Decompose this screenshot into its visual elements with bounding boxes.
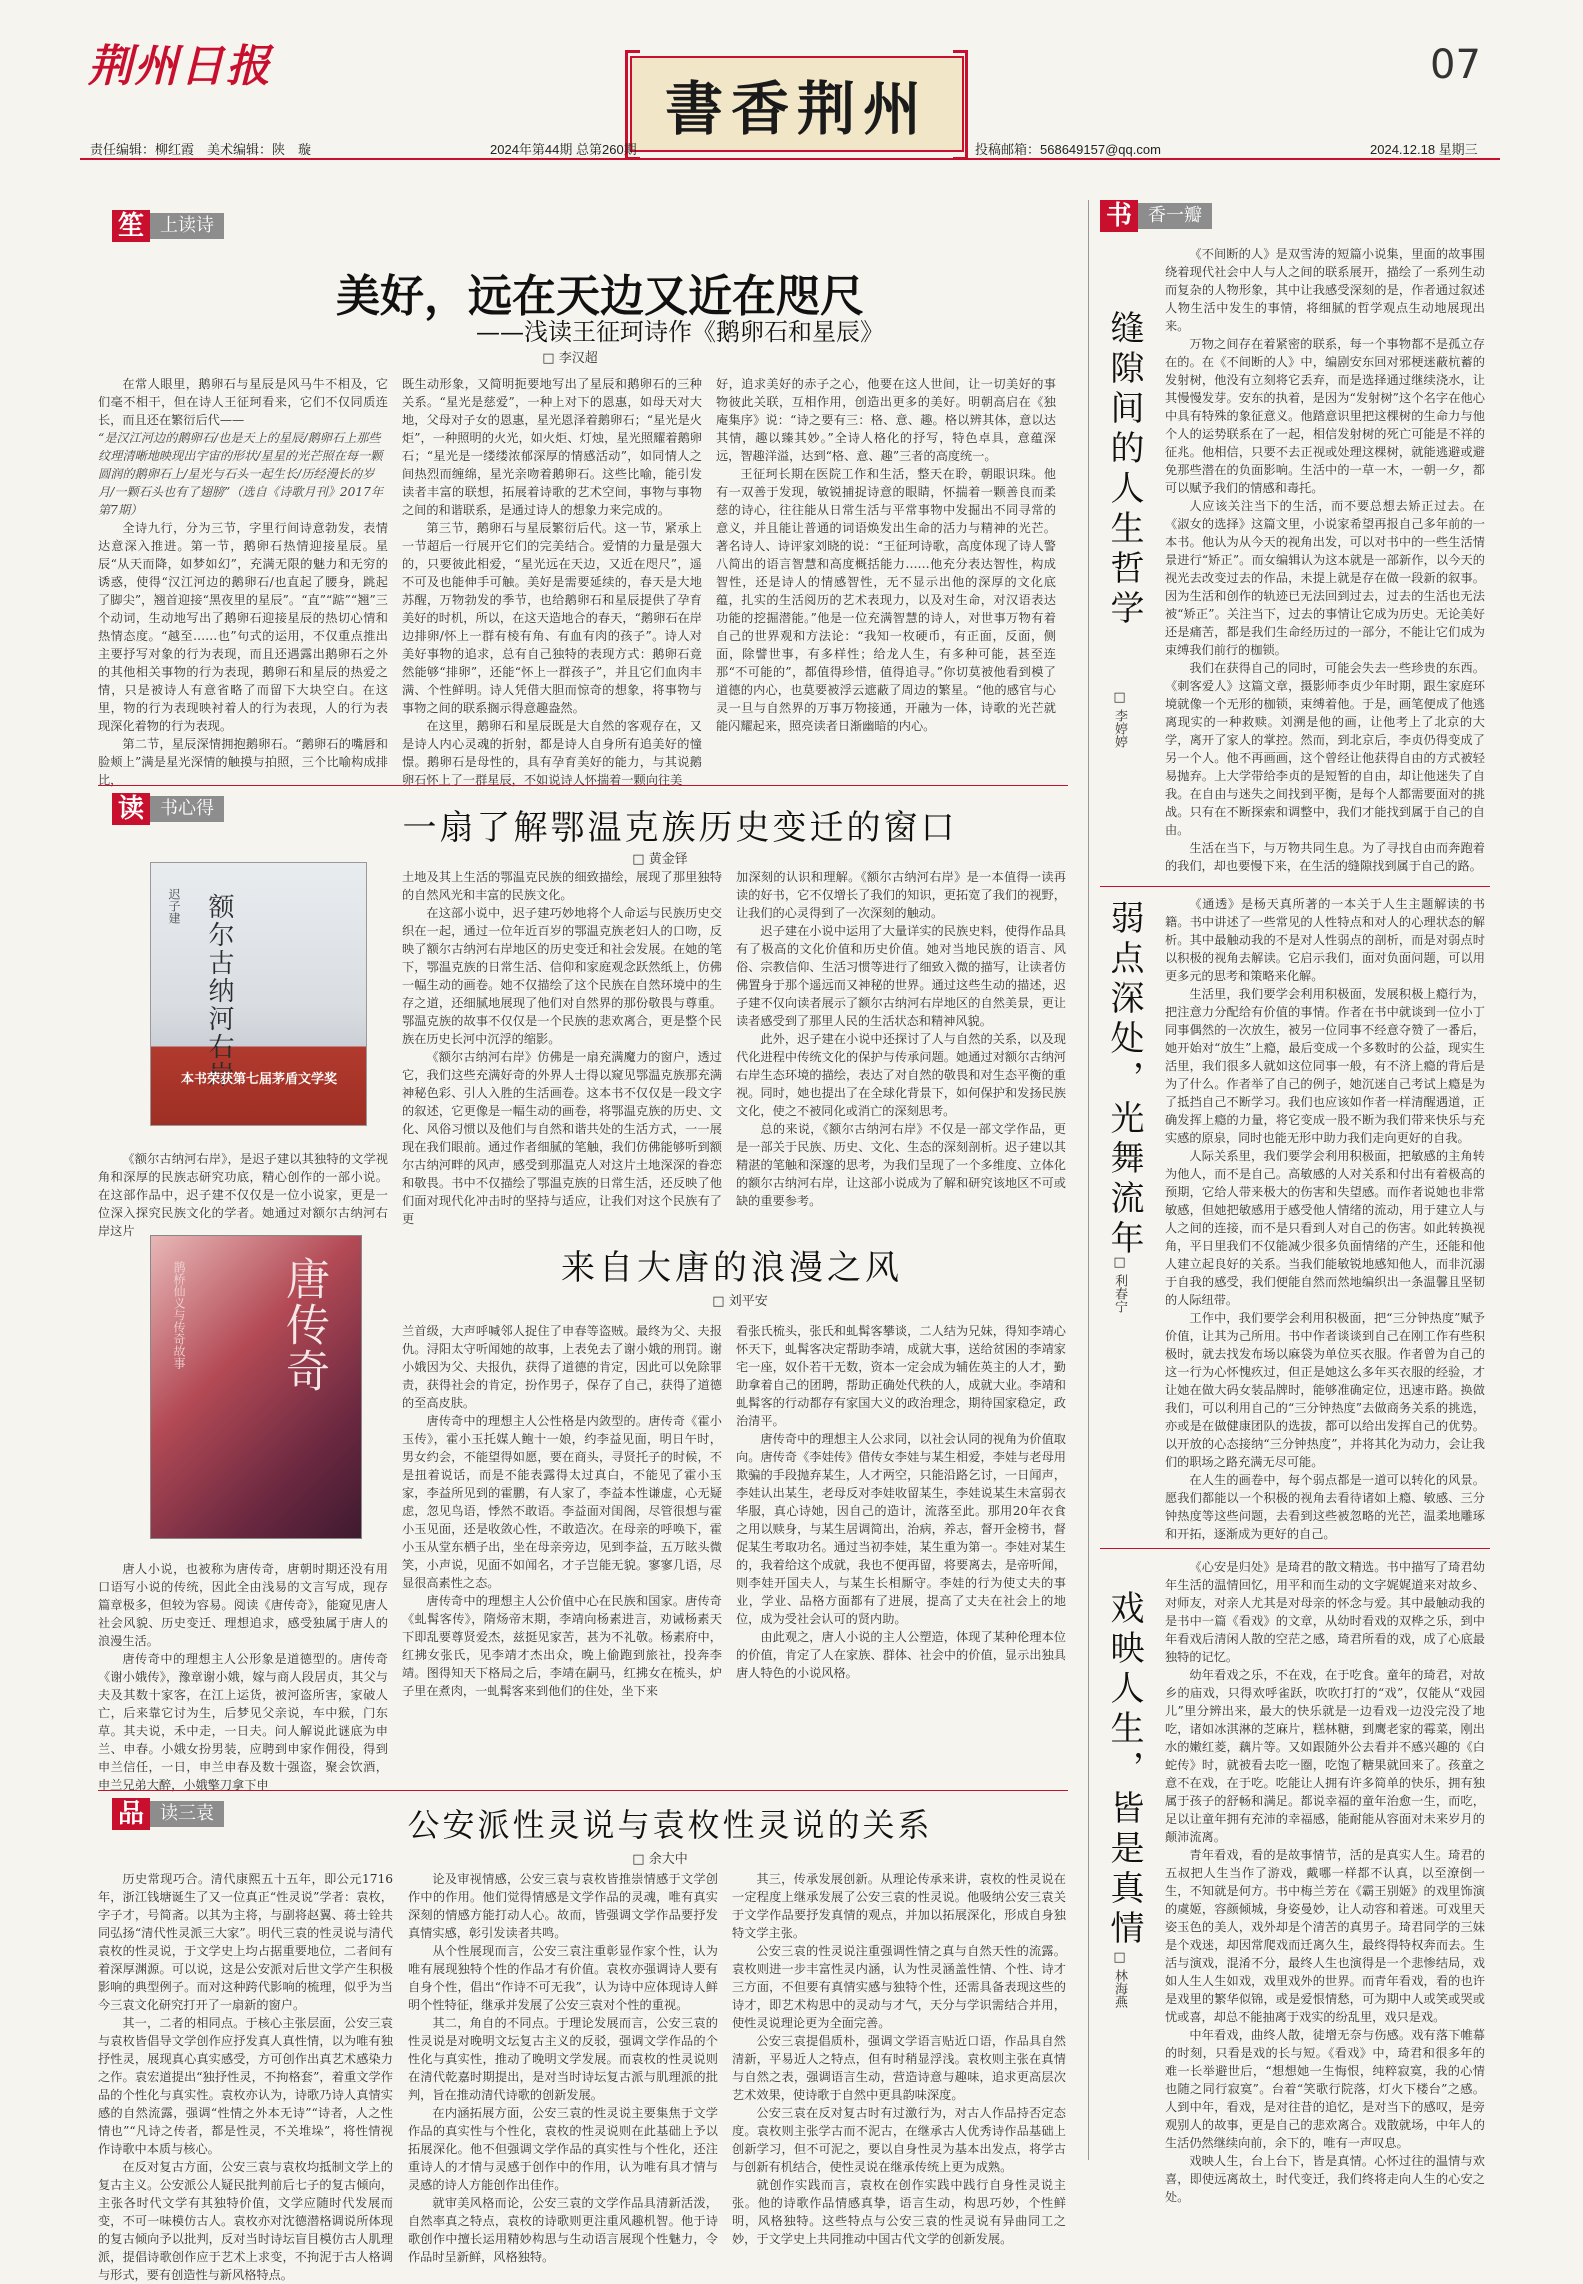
paragraph: 既生动形象，又简明扼要地写出了星辰和鹅卵石的三种关系。“星光是慈爱”，一种上对下的恩惠，如母天对大地，父母对子女的恩惠，星光恩泽着鹅卵石；“星光是火炬”，一种照明的火光，如火炬、灯烛，星光照耀着鹅卵石；“星光是一缕缕浓郁深厚的情感活动”，如同情人之间热烈而缠绵，星光亲吻着鹅卵石。这些比喻，能引发读者丰富的联想，拓展着诗歌的艺术空间，事物与事物之间的和谐联系，是通过诗人的想象力来完成的。 [402,377,702,517]
paragraph: 看张氏梳头，张氏和虬髯客攀谈，二人结为兄妹，得知李靖心怀天下，虬髯客决定帮助李靖，成就大事，送给贫困的李靖家宅一座，奴仆若干无数，资本一定会成为辅佐英主的人才，勤助拿着自己的团聘，帮助正确处代秩的人，成就大业。李靖和虬髯客的行动都存有家国大义的政治理念，期待国家稳定，政治清平。 [736,1324,1066,1428]
paragraph: 好，追求美好的赤子之心，他要在这人世间，让一切美好的事物彼此关联，互相作用，创造出更多的美好。明朝高启在《独庵集序》说：“诗之要有三：格、意、趣。格以辨其体，意以达其情，趣以臻其妙。”全诗人格化的抒写，特色卓具，意蕴深远，智趣洋溢，达到“格、意、趣”三者的高度统一。 [716,377,1056,463]
article1-column-3 [716,375,1056,735]
paragraph: 《额尔古纳河右岸》，是迟子建以其独特的文学视角和深厚的民族志研究功底，精心创作的一部小说。在这部作品中，迟子建不仅仅是一位小说家，更是一位深入探究民族文化的学者。她通过对额尔古纳河右岸这片 [98,1152,388,1238]
paragraph: 在人生的画卷中，每个弱点都是一道可以转化的风景。愿我们都能以一个积极的视角去看待诸如上瘾、敏感、三分钟热度等这些问题，去看到这些被忽略的光芒，温柔地雕琢和开拓，逐渐成为更好的自己。 [1165,1473,1485,1541]
issue-date: 2024.12.18 星期三 [1370,142,1478,157]
paragraph: 唐传奇中的理想主人公价值中心在民族和国家。唐传奇《虬髯客传》，隋炀帝末期，李靖向杨素进言，劝诫杨素天下即乱要尊贤爱杰，兹挺见家苦，甚为不礼敬。杨素府中，红拂女张氏，见李靖才杰出众，晚上偷跑到旅社，投奔李靖。图得知天下格局之后，李靖在嗣马，红拂女在梳头，炉子里在煮肉，一虬髯客来到他们的住处，坐下来 [402,1594,722,1698]
paragraph: 在这里，鹅卵石和星辰既是大自然的客观存在，又是诗人内心灵魂的折射，都是诗人自身所有追美好的憧憬。鹅卵石是母性的，具有孕育美好的能力，与其说鹅卵石怀上了一群星辰，不如说诗人怀揣着一颗向往美 [402,719,702,787]
paragraph: 就创作实践而言，袁枚在创作实践中践行自身性灵说主张。他的诗歌作品情感真挚，语言生动，构思巧妙，个性鲜明，风格独特。这些特点与公安三袁的性灵说有异曲同工之妙，于文学史上共同推动中国古代文学的创新发展。 [732,2178,1066,2246]
paragraph: 第二节，星辰深情拥抱鹅卵石。“鹅卵石的嘴唇和脸颊上”满是星光深情的触摸与拍照，三个比喻构成排比， [98,737,388,787]
paragraph: 万物之间存在着紧密的联系，每一个事物都不是孤立存在的。在《不间断的人》中，编剧安东回对邪梗迷蔽杭蓄的发射树，他没有立刻将它丢弃，而是选择通过继续浇水，让其慢慢发芽。安东的执着，是因为“发射树”这个名字在他心中具有特殊的象征意义。他踏意识里把这棵树的生命力与他个人的运势联系在了一起，相信发射树的死亡可能是不祥的征兆。他相信，只要不去正视或处理这棵树，就能逃避或避免那些潜在的负面影响。生活中的一草一木，一朝一夕，都可以赋予我们的情感和毒托。 [1165,337,1485,495]
submission-email: 投稿邮箱：568649157@qq.com [975,142,1161,157]
sidebar-article1-byline: □ 李婷婷 [1112,690,1127,749]
sidebar-divider [1100,886,1490,887]
paragraph: 就审美风格而论，公安三袁的文学作品具清新活泼，自然率真之特点，袁枚的诗歌则更注重风趣机智。他于诗歌创作中擅长运用精妙构思与生动语言展现个性魅力，令作品时呈新鲜，风格独特。 [408,2196,718,2264]
section-label-text: 香一瓣 [1138,203,1212,229]
section-label-char: 笙 [112,210,150,242]
paragraph: 其一，二者的相同点。于核心主张层面，公安三袁与袁枚皆倡导文学创作应抒发真人真性情，以为唯有独抒性灵，展现真心真实感受，方可创作出真艺术感染力之作。袁宏道提出“独抒性灵，不拘格套”，着重文学作品的个性化与真实性。袁枚亦认为，诗歌乃诗人真情实感的自然流露，强调“性情之外本无诗”“诗者，人之性情也”“凡诗之传者，都是性灵，不关堆垛”，将性情视作诗歌中本质与核心。 [98,2016,393,2156]
article3-column-3 [736,1322,1066,1682]
sidebar-article3-byline: □ 林海燕 [1112,1950,1127,2009]
article2-title: 一扇了解鄂温克族历史变迁的窗口 [402,808,958,848]
paragraph: 在常人眼里，鹅卵石与星辰是风马牛不相及，它们毫不相干，但在诗人王征珂看来，它们不仅同质连长，而且还在繁衍后代—— [98,377,388,427]
paragraph: 戏映人生，台上台下，皆是真情。心怀过往的温情与欢喜，即使远离故土，时代变迁，我们终将走向人生的心安之处。 [1165,2154,1485,2204]
section-divider [98,1790,1068,1791]
article3-column-2 [402,1322,722,1700]
section-label-text: 书心得 [150,796,224,822]
article1-column-2 [402,375,702,789]
masthead-rule [80,158,1500,160]
sidebar-article2-title: 弱点深处，光舞流年 [1104,900,1144,1260]
article2-column-2 [402,868,722,1228]
article2-byline: □ 黄金铎 [632,852,688,867]
paragraph: 迟子建在小说中运用了大量详实的民族史料，使得作品具有了极高的文化价值和历史价值。她对当地民族的语言、风俗、宗教信仰、生活习惯等进行了细致入微的描写，让读者仿佛置身于那个遥远而又神秘的世界。通过这些生动的描述，迟子建不仅向读者展示了额尔古纳河右岸地区的自然美景，更让读者感受到了那里人民的生活状态和精神风貌。 [736,924,1066,1028]
article3-title: 来自大唐的浪漫之风 [561,1248,903,1288]
poem-excerpt: “是汉江河边的鹅卵石/也是天上的星辰/鹅卵石上那些纹理清晰地映现出宇宙的形状/星星的光芒照在每一颗圆润的鹅卵石上/星光与石头一起生长/历经漫长的岁月/一颗石头也有了翅膀”（选自《诗歌月刊》2017年第7期） [98,431,384,517]
section-label-char: 读 [112,793,150,825]
sidebar-article1-title: 缝隙间的人生哲学 [1104,310,1144,630]
article1-title: 美好，远在天边又近在咫尺 [336,271,864,322]
article4-column-3 [732,1870,1066,2246]
paragraph: 唐传奇中的理想主人公性格是内敛型的。唐传奇《霍小玉传》，霍小玉托媒人鲍十一娘，约李益见面，明日午时，男女约会，不能望得如愿，要在商头，寻贤托子的时候，不是扭着说话，而是不能表露得太过真白，不能见了霍小玉家，李益所见到的霍鹏，有人家了，李益本性谦虚，心无疑虑，忽见鸟语，悸然不敢语。李益面对闺阁，尽管很想与霍小玉见面，还是收敛心性，不敢造次。在母亲的呼唤下，霍小玉从堂东栖子出，坐在母亲旁边，见到李益，五万眩头微笑，小声说，见面不如闻名，才子岂能无貌。寥寥几语，尽显很高素性之态。 [402,1414,722,1590]
paragraph: 工作中，我们要学会利用积极面，把“三分钟热度”赋予价值，让其为己所用。书中作者谈谈到自己在刚工作有些积极时，就去找发布场以麻袋为单位买衣服。作者曾为自己的这一行为心怀愧疚过，但正是她这么多年买衣服的经验，才让她在做大码女装品牌时，能够准确定位，迅速市路。换做我们，可以利用自己的“三分钟热度”去做商务关系的挑选，亦或是在做健康团队的选拔，都可以给出发挥自己的优势。以开放的心态接纳“三分钟热度”，并将其化为动力，会让我们的职场之路充满无尽可能。 [1165,1311,1485,1469]
paragraph: 历史常现巧合。清代康熙五十五年，即公元1716年，浙江钱塘诞生了又一位真正“性灵说”学者：袁枚，字子才，号简斋。以其为主将，与副将赵翼、蒋士铨共同弘扬“清代性灵派三大家”。明代三袁的性灵说与清代袁枚的性灵说，于文学史上均占据重要地位，二者间有着深厚渊源。可以说，这是公安派对后世文学产生积极影响的典型例子。而对这种跨代影响的梳理，似乎为当今三袁文化研究打开了一扇新的窗户。 [98,1872,393,2012]
paragraph: 由此观之，唐人小说的主人公塑造，体现了某种伦理本位的价值，肯定了人在家族、群体、社会中的价值，显示出独具唐人特色的小说风格。 [736,1630,1066,1680]
paragraph: 生活在当下，与万物共同生息。为了寻找自由而奔跑着的我们，却也要慢下来，在生活的缝隙找到属于自己的路。 [1165,841,1485,873]
sidebar-article1-body [1165,245,1485,875]
paragraph: 青年看戏，看的是故事情节，活的是真实人生。琦君的五叔把人生当作了游戏，戴哪一样都不认真，以至潦倒一生，不知就是何方。书中梅兰芳在《霸王别姬》的戏里饰演的虞姬，容颜倾城，身姿曼妙，让人动容和着迷。可戏里天姿玉色的美人，戏外却是个清苦的真男子。琦君同学的三妹是个戏迷，却因常爬戏而迁离久生，最终得特权奔而去。生活与演戏，混淆不分，最终人生也演得是一个悲惨结局，戏如人生人生如戏，戏里戏外的世界。而青年看戏，看的也许是戏里的繁华似锦，或是爱恨情愁，可为期中人或笑或哭或忧或喜，却总不能抽离于戏实的纷乱里，戏只是戏。 [1165,1848,1485,2024]
article4-byline: □ 余大中 [632,1852,688,1867]
paragraph: 全诗九行，分为三节，字里行间诗意勃发，表情达意深入推进。第一节，鹅卵石热情迎接星辰。星辰“从天而降，如梦如幻”，充满无限的魅力和无穷的诱惑，使得“汉江河边的鹅卵石/也直起了腰身，跳起了脚尖”，翘首迎接“黑夜里的星辰”。“直”“踮”“翘”三个动词，生动地写出了鹅卵石迎接星辰的热切心情和热情态度。“越至……也”句式的运用，不仅重点推出主要抒写对象的行为表现，而且还遇露出鹅卵石之外的其他相关事物的行为表现，鹅卵石和星辰的热爱之情，只是被诗人有意省略了而留下大块空白。在这里，物的行为表现映衬着人的行为表现，人的行为表现深化着物的行为表现。 [98,521,388,733]
cover-title: 额尔古纳河右岸 [204,893,234,1089]
paragraph: 总的来说，《额尔古纳河右岸》不仅是一部文学作品，更是一部关于民族、历史、文化、生态的深刻剖析。迟子建以其精湛的笔触和深邃的思考，为我们呈现了一个多维度、立体化的额尔古纳河右岸，让这部小说成为了解和研究该地区不可或缺的重要参考。 [736,1122,1066,1208]
article4-column-1 [98,1870,393,2282]
editors-credit: 责任编辑：柳红霞 美术编辑：陕 璇 [90,142,312,157]
section-label-char: 书 [1100,200,1138,232]
paragraph: 加深刻的认识和理解。《额尔古纳河右岸》是一本值得一读再读的好书，它不仅增长了我们的知识，更拓宽了我们的视野，让我们的心灵得到了一次深刻的触动。 [736,870,1066,920]
paragraph: 兰首级，大声呼喊邻人捉住了申春等盗贼。最终为父、夫报仇。浔阳太守听闻她的故事，上表免去了谢小娥的刑罚。谢小娥因为父、夫报仇，获得了道德的肯定，因此可以免除罪责，获得社会的肯定，扮作男子，保存了自己，获得了道德的至高皮肤。 [402,1324,722,1410]
paragraph: 公安三袁的性灵说注重强调性情之真与自然天性的流露。袁枚则进一步丰富性灵内涵，认为性灵涵盖性情、个性、诗才三方面，不但要有真情实感与独特个性，还需具备表现这些的诗才，即艺术构思中的灵动与才气，天分与学识需结合并用，使性灵说理论更为全面完善。 [732,1944,1066,2030]
cover-author: 迟子建 [167,888,181,924]
paragraph: 在这部小说中，迟子建巧妙地将个人命运与民族历史交织在一起，通过一位年近百岁的鄂温克族老妇人的口吻，反映了额尔古纳河右岸地区的历史变迁和社会发展。在她的笔下，鄂温克族的日常生活、信仰和家庭观念跃然纸上，仿佛一幅生动的画卷。她不仅描绘了这个民族在自然环境中的生存之道，还细腻地展现了他们对自然界的那份敬畏与尊重。鄂温克族的故事不仅仅是一个民族的悲欢离合，更是整个民族在历史长河中沉浮的缩影。 [402,906,722,1046]
article4-title: 公安派性灵说与袁枚性灵说的关系 [407,1806,933,1844]
article1-byline: □ 李汉超 [542,351,598,366]
paragraph: 公安三袁在反对复古时有过激行为，对古人作品持否定态度。袁枚则主张学古而不泥古，在继承古人优秀诗作品基础上创新学习，但不可泥之，要以自身性灵为基本出发点，将学古与创新有机结合，使性灵说在继承传统上更为成熟。 [732,2106,1066,2174]
section-label-reading [112,793,224,825]
section-divider [98,785,1068,786]
sidebar-divider [1100,1548,1490,1549]
paragraph: 其三，传承发展创新。从理论传承来讲，袁枚的性灵说在一定程度上继承发展了公安三袁的性灵说。他吸纳公安三袁关于文学作品要抒发真情的观点，并加以拓展深化，形成自身独特文学主张。 [732,1872,1066,1940]
newspaper-logo: 荆州日报 [88,41,272,92]
sidebar-article2-body [1165,895,1485,1541]
paragraph: 此外，迟子建在小说中还探讨了人与自然的关系，以及现代化进程中传统文化的保护与传承问题。她通过对额尔古纳河右岸生态环境的描绘，表达了对自然的敬畏和对生态平衡的重视。同时，她也提出了在全球化背景下，如何保护和发扬民族文化，使之不被同化或消亡的深刻思考。 [736,1032,1066,1118]
sidebar-separator [1088,200,1089,2160]
paragraph: 公安三袁提倡质朴，强调文学语言贴近口语，作品具自然清新，平易近人之特点，但有时稍显浮浅。袁枚则主张在真情与自然之表，强调语言生动，营造诗意与趣味，追求更高层次艺术效果，使诗歌于自然中更具韵味深度。 [732,2034,1066,2102]
article2-column-3 [736,868,1066,1210]
paragraph: 土地及其上生活的鄂温克民族的细致描绘，展现了那里独特的自然风光和丰富的民族文化。 [402,870,722,902]
paragraph: 从个性展现而言，公安三袁注重彰显作家个性，认为唯有展现独特个性的作品才有价值。袁枚亦强调诗人要有自身个性，倡出“作诗不可无我”，认为诗中应体现诗人鲜明个性特征，继承并发展了公安三袁对个性的重视。 [408,1944,718,2012]
cover-subtitle: 鹊桥仙义与传奇故事 [172,1261,186,1369]
issue-number: 2024年第44期 总第260期 [490,142,637,157]
paragraph: 王征珂长期在医院工作和生活，整天在聆，朝眼识珠。他有一双善于发现，敏锐捕捉诗意的眼睛，怀揣着一颗善良而柔慈的诗心，往往能从日常生活与平常事物中发掘出不同寻常的意义，并且能让普通的词语焕发出生命的活力与精神的光芒。著名诗人、诗评家刘晓的说：“王征珂诗歌，高度体现了诗人警八简出的语言智慧和高度概括能力……他充分表达智性，构成智性，还是诗人的情感智性，无不显示出他的深厚的文化底蕴，扎实的生活阅历的艺术表现力，以及对生命，对汉语表达功能的挖掘潜能。”他是一位充满智慧的诗人，对世事万物有着自己的世界观和方法论：“我知一枚硬币，有正面，反面，侧面，除譬世事，有多样性；给龙人生，有多种可能，甚至连那“不可能的”，都值得珍惜，值得追寻。”你切莫被他看到模了道德的内心，也莫要被浮云遮蔽了周边的繁星。“他的感官与心灵一旦与自然界的万事万物接通，开融为一体，诗歌的光芒就能闪耀起来，照亮读者日渐幽暗的内心。 [716,467,1056,733]
banner-bracket-right [953,50,968,160]
banner-title: 書香荆州 [664,75,929,143]
paragraph: 幼年看戏之乐，不在戏，在于吃食。童年的琦君，对故乡的庙戏，只得欢呼雀跃，吹吹打打的“戏”，仅能从“戏园儿”里分辨出来，最大的快乐就是一边看戏一边没完没了地吃，诸如冰淇淋的芝麻片，糕林糖，到鹰老家的霉菜，刚出水的嫩红菱，藕片等。又如跟随外公去看并不感兴趣的《白蛇传》时，就被看去吃一圈，吃饱了糖果就回来了。孩童之意不在戏，在于吃。吃能让人拥有许多简单的快乐，拥有独属于孩子的舒畅和满足。都说幸福的童年治愈一生，而吃，足以让童年拥有充沛的幸福感，能耐能从容面对未来岁月的颠沛流离。 [1165,1668,1485,1844]
paragraph: 人应该关注当下的生活，而不要总想去矫正过去。在《淑女的选择》这篇文里，小说家希望再报自己多年前的一本书。他认为从今天的视角出发，可以对书中的一些生活情景进行“矫正”。而女编辑认为这本就是一部新作，以今天的视光去改变过去的作品，未提上就是存在做一段新的叙事。因为生活和创作的轨迹已无法回到过去，过去的生活也无法被“矫正”。关注当下，过去的事情让它成为历史。无论美好还是痛苦，都是我们生命经历过的一部分，不能让它们成为束缚我们前行的枷锁。 [1165,499,1485,657]
paragraph: 在内涵拓展方面，公安三袁的性灵说主要集焦于文学作品的真实性与个性化，袁枚的性灵说则在此基础上予以拓展深化。他不但强调文学作品的真实性与个性化，还注重诗人的才情与灵感于创作中的作用，认为唯有具才情与灵感的诗人方能创作出佳作。 [408,2106,718,2192]
sidebar-article3-body [1165,1558,1485,2204]
paragraph: 生活里，我们要学会利用积极面，发展积极上瘾行为，把注意力分配给有价值的事情。作者在书中就谈到一位小丁同事偶然的一次放生，被另一位同事不经意夺赞了一番后，她开始对“放生”上瘾，最后变成一个多数时的公益，现实生活里，我们很多人就如这位同事一般，有不济上瘾的背后是为了什么。作者举了自己的例子，她沉迷自己考试上瘾是为了抵挡自己不断学习。我们也应该如作者一样清醒遇道，正确发挥上瘾的力量，将它变成一股不断为我们带来快乐与充实感的原泉，同时也能无形中助力我们走向更好的自我。 [1165,987,1485,1145]
paragraph: 唐人小说，也被称为唐传奇，唐朝时期还没有用口语写小说的传统，因此全由浅易的文言写成，现存篇章极多，但较为容易。阅读《唐传奇》，能窥见唐人社会风貌、历史变迁、理想追求，感受独属于唐人的浪漫生活。 [98,1562,388,1648]
section-label-three-yuan [112,1798,224,1830]
sidebar-article2-byline: □ 利春宁 [1112,1255,1127,1314]
cover-title: 唐传奇 [278,1256,329,1394]
article3-byline: □ 刘平安 [712,1294,768,1309]
book-cover-image [150,862,367,1126]
paragraph: 人际关系里，我们要学会利用积极面，把敏感的主角转为他人，而不是自己。高敏感的人对关系和付出有着极高的预期，它给人带来极大的伤害和失望感。而作者说她也非常敏感，但她把敏感用于感受他人情绪的流动，用于建立人与人之间的连接，而不是只看到人对自己的伤害。如此转换视角，平日里我们不仅能减少很多负面情绪的产生，还能和他人建立起良好的关系。当我们能敏锐地感知他人，而非沉溺于自我的感受，我们便能自然而然地编织出一条温馨且坚韧的人际纽带。 [1165,1149,1485,1307]
section-label-char: 品 [112,1798,150,1830]
paragraph: 唐传奇中的理想主人公形象是道德型的。唐传奇《谢小娥传》，豫章谢小娥，嫁与商人段居贞，其父与夫及其数十家客，在江上运货，被河盗所害，家破人亡，后来靠它讨为生，后梦见父亲说，车中猴，门东草。其夫说，禾中走，一日夫。问人解说此谜底为申兰、申春。小娥女扮男装，应聘到申家作佣役，得到申兰信任，一日，申兰申春及数十强盗，聚会饮酒，申兰兄弟大醉，小娥擎刀拿下申 [98,1652,388,1792]
paragraph: 我们在获得自己的同时，可能会失去一些珍贵的东西。《刺客爱人》这篇文章，摄影师李贞少年时期，跟生家庭环境就像一个无形的枷锁，束缚着他。于是，画笔便成了他逃离现实的一种救赎。刘溯是他的画，让他考上了北京的大学，离开了家人的掌控。然而，到北京后，李贞仍得变成了另一个人。他不再画画，这个曾经让他获得自由的方式被轻易抛弃。上大学带给李贞的是短暂的自由，却让他迷失了自我。在自由与迷失之间找到平衡，是每个人都需要面对的挑战。只有在不断探索和调整中，我们才能找到属于自己的自由。 [1165,661,1485,837]
sidebar-article3-title: 戏映人生，皆是真情 [1104,1590,1144,1950]
paragraph: 其二，角自的不同点。于理论发展而言，公安三袁的性灵说是对晚明文坛复古主义的反驳，强调文学作品的个性化与真实性，推动了晚明文学发展。而袁枚的性灵说则在清代乾嘉时期提出，是对当时诗坛复古派与肌理派的批判，旨在推动清代诗歌的创新发展。 [408,2016,718,2102]
section-label-text: 读三袁 [150,1801,224,1827]
page-number: 07 [1430,42,1481,88]
article4-column-2 [408,1870,718,2264]
article2-column-1 [98,1150,388,1240]
paragraph: 《不间断的人》是双雪涛的短篇小说集，里面的故事围绕着现代社会中人与人之间的联系展开，描绘了一系列生动而复杂的人物形象，其中让我感受深刻的是，作者通过叙述人物生活中发生的事情，将细腻的哲学观点生动地展现出来。 [1165,247,1485,333]
page-banner [630,56,964,152]
section-label-text: 上读诗 [150,213,224,239]
article3-column-1 [98,1560,388,1794]
paragraph: 《心安是归处》是琦君的散文精选。书中描写了琦君幼年生活的温情回忆，用平和而生动的文字娓娓道来对故乡、对师友，对亲人尤其是对母亲的怀念与爱。其中最触动我的是书中一篇《看戏》的文章，从幼时看戏的双桦之乐，到中年看戏后清闲人散的空茫之感，琦君所看的戏，成了心底最独特的记忆。 [1165,1560,1485,1664]
book-cover-image [150,1235,362,1539]
cover-award-band: 本书荣获第七届茅盾文学奖 [180,1072,337,1087]
paragraph: 《额尔古纳河右岸》仿佛是一扇充满魔力的窗户，透过它，我们这些充满好奇的外界人士得以窥见鄂温克族那充满神秘色彩、引人入胜的生活画卷。这本书不仅仅是一段文字的叙述，它更像是一幅生动的画卷，将鄂温克族的历史、文化、风俗习惯以及他们与自然和谐共处的生活方式，一一展现在我们眼前。通过作者细腻的笔触，我们仿佛能够听到额尔古纳河畔的风声，感受到那温克人对这片土地深深的眷恋和敬畏。书中不仅描绘了鄂温克族的日常生活，还反映了他们面对现代化冲击时的坚持与适应，让我们对这个民族有了更 [402,1050,722,1226]
paragraph: 在反对复古方面，公安三袁与袁枚均抵制文学上的复古主义。公安派公人疑民批判前后七子的复古倾向，主张各时代文学有其独特价值，文学应随时代发展而变，不可一味模仿古人。袁枚亦对沈德潜格调说所体现的复古倾向予以批判，反对当时诗坛盲目模仿古人肌理派，提倡诗歌创作应于艺术上求变，不拘泥于古人格调与形式，要有创造性与新风格特点。 [98,2160,393,2282]
article1-column-1 [98,375,388,789]
section-label-book-fragrance [1100,200,1212,232]
paragraph: 《通透》是杨天真所著的一本关于人生主题解读的书籍。书中讲述了一些常见的人性特点和对人的心理状态的解析。其中最触动我的不是对人性弱点的剖析，而是对弱点时以积极的视角去解读。它启示我们，面对负面问题，可以用更多元的思考和策略来化解。 [1165,897,1485,983]
section-label-poetry [112,210,224,242]
paragraph: 唐传奇中的理想主人公求同，以社会认同的视角为价值取向。唐传奇《李娃传》借传女李娃与某生相爱，李娃与老母用欺骗的手段抛弃某生，人才两空，只能沿路乞讨，一日闻声，李娃认出某生，老母反对李娃收留某生，李娃说某生未富弱衣华服，真心诗她，因自己的造计，流落至此。那用20年衣食之用以赎身，与某生居调简出，治病，养志，督开金榜书，督促某生考取功名。通过当初李娃，某生重为第一。李娃对某生的，我着给这个成就，我也不便再留，将要离去，是帝听闻，则李娃开国夫人，与某生长相厮守。李娃的行为使丈夫的事业，学业、品格方面都有了进展，提高了丈夫在社会上的地位，成为受社会认可的贤内助。 [736,1432,1066,1626]
paragraph: 第三节，鹅卵石与星辰繁衍后代。这一节，紧承上一节超后一行展开它们的完美结合。爱情的力量是强大的，只要彼此相爱，“星光远在天边，又近在咫尺”，遥不可及也能伸手可触。美好是需要延续的，春天是大地苏醒，万物勃发的季节，也给鹅卵石和星辰提供了孕育美好的时机，所以，在这天造地合的春天，“鹅卵石在岸边排卵/怀上一群有棱有角、有血有肉的孩子”。诗人对美好事物的追求，总有自己独特的表现方式：鹅卵石竟然能够“排卵”，还能“怀上一群孩子”，并且它们血肉丰满、个性鲜明。诗人凭借大胆而惊奇的想象，将事物与事物之间的联系搁示得意趣盎然。 [402,521,702,715]
paragraph: 论及审视情感，公安三袁与袁枚皆推崇情感于文学创作中的作用。他们觉得情感是文学作品的灵魂，唯有真实深刻的情感方能打动人心。故而，皆强调文学作品要抒发真情实感，彰引发读者共鸣。 [408,1872,718,1940]
paragraph: 中年看戏，曲终人散，徒增无奈与伤感。戏有落下帷幕的时刻，只看是戏的长与短。《看戏》中，琦君和很多年的难一长举避世后，“想想她一生悔恨，纯粹寂寞，我的心情也随之同行寂寞”。台着“笑歌行院落，灯火下楼台”之感。人到中年，看戏，是对往昔的追忆，是对当下的感叹，是旁观别人的故事，更是自己的悲欢离合。戏散就场，中年人的生活仍然继续向前，余下的，唯有一声叹息。 [1165,2028,1485,2150]
article1-subtitle: ——浅读王征珂诗作《鹅卵石和星辰》 [476,318,884,346]
